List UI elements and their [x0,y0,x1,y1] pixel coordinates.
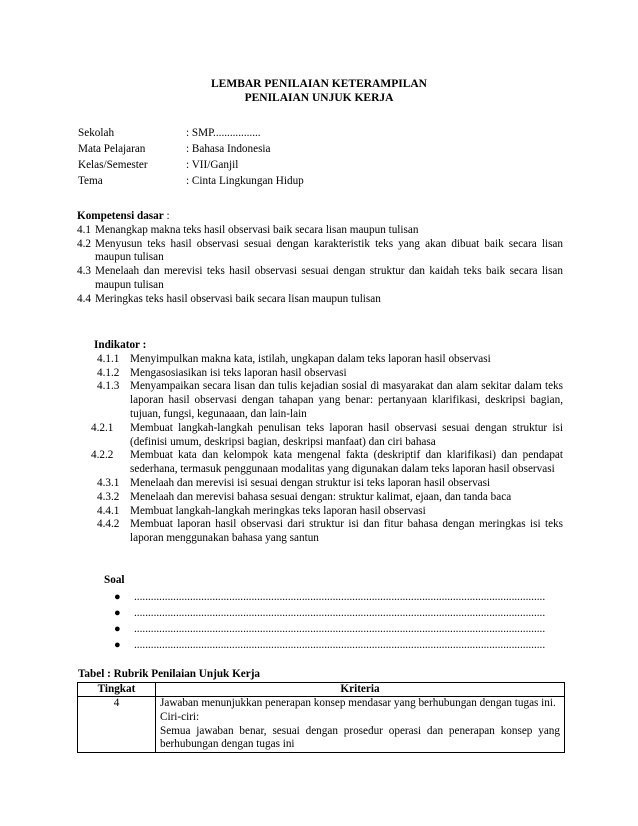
info-value: : VII/Ganjil [186,159,239,171]
indikator-item [91,422,563,450]
soal-dotted-line: ................................................................................................................................................... [134,591,546,603]
bullet-icon: ● [114,591,121,603]
indikator-item [97,353,563,367]
bullet-icon: ● [114,639,121,651]
table-cell-tingkat: 4 [78,697,156,753]
indikator-number: 4.4.2 [97,518,120,531]
kompetensi-number: 4.1 [77,223,91,236]
kompetensi-item [77,238,563,266]
info-row-sekolah [78,127,378,143]
kriteria-line: Ciri-ciri: [160,710,200,723]
kriteria-line: Jawaban menunjukkan penerapan konsep mendasar yang berhubungan dengan tugas ini. [160,697,556,709]
indikator-text: Membuat kata dan kelompok kata mengenal fakta (deskriptif dan klarifikasi) dan pendapat sederhana, termasuk penggunaan modalitas yang digunakan dalam teks laporan hasil observasi [130,449,563,476]
indikator-number: 4.2.1 [91,421,114,434]
soal-answer-line [104,639,564,655]
info-value: : Cinta Lingkungan Hidup [186,175,304,187]
indikator-section [91,339,563,546]
kriteria-line: Semua jawaban benar, sesuai dengan prosedur operasi dan penerapan konsep yang berhubungan dengan tugas ini [160,724,560,751]
indikator-number: 4.3.2 [97,490,120,503]
info-value: : Bahasa Indonesia [186,143,271,155]
rubric-table [77,682,565,753]
indikator-number: 4.1.1 [97,352,120,365]
table-header-kriteria: Kriteria [156,683,565,697]
kompetensi-number: 4.4 [77,292,91,305]
info-label: Tema [78,175,103,187]
kompetensi-dasar-section [77,210,563,307]
kompetensi-number: 4.2 [77,237,91,250]
indikator-text: Membuat langkah-langkah penulisan teks laporan hasil observasi sesuai dengan struktur isi (definisi umum, deskripsi bagian, deskripsi manfaat) dan ciri bahasa [130,421,563,448]
indikator-item [97,367,563,381]
indikator-item [97,518,563,546]
table-caption: Tabel : Rubrik Penilaian Unjuk Kerja [78,668,261,680]
indikator-number: 4.1.3 [97,380,120,393]
identity-block [78,127,378,191]
table-header-row [78,683,565,697]
indikator-item [97,491,563,505]
indikator-text: Menelaah dan merevisi isi sesuai dengan struktur isi teks laporan hasil observasi [130,476,491,489]
info-row-kelas-semester [78,159,378,175]
info-row-mata-pelajaran [78,143,378,159]
info-label: Mata Pelajaran [78,143,146,155]
kompetensi-text: Menelaah dan merevisi teks hasil observasi sesuai dengan struktur dan kaidah teks baik secara lisan maupun tulisan [95,265,563,291]
indikator-text: Membuat langkah-langkah meringkas teks laporan hasil observasi [130,504,426,517]
soal-dotted-line: ................................................................................................................................................... [134,639,546,651]
indikator-item [97,380,563,421]
soal-title: Soal [104,574,125,586]
soal-section [104,574,564,655]
info-label: Sekolah [78,127,115,139]
indikator-text: Menyampaikan secara lisan dan tulis kejadian sosial di masyarakat dan alam sekitar dalam teks laporan hasil observasi dengan tahapan yang benar: pertanyaan klarifikasi, deskripsi bagian, tujuan, fungsi, kegunaaan, dan lain-lain [130,380,563,420]
kompetensi-number: 4.3 [77,265,91,278]
kompetensi-item [77,265,563,293]
info-value: : SMP................. [186,127,261,139]
kompetensi-item [77,224,563,238]
indikator-number: 4.3.1 [97,476,120,489]
indikator-title: Indikator : [94,339,147,351]
soal-answer-line [104,623,564,639]
indikator-number: 4.2.2 [91,449,114,462]
info-row-tema [78,175,378,191]
table-row [78,697,565,753]
kompetensi-text: Meringkas teks hasil observasi baik secara lisan maupun tulisan [95,292,381,305]
bullet-icon: ● [114,607,121,619]
indikator-text: Menelaah dan merevisi bahasa sesuai dengan: struktur kalimat, ejaan, dan tanda baca [130,490,512,503]
kompetensi-text: Menyusun teks hasil observasi sesuai dengan karakteristik teks yang akan dibuat baik secara lisan maupun tulisan [95,237,563,264]
indikator-item [91,449,563,477]
indikator-text: Membuat laporan hasil observasi dari struktur isi dan fitur bahasa dengan meringkas isi teks laporan menggunakan bahasa yang santun [130,518,563,545]
table-header-tingkat: Tingkat [78,683,156,697]
table-cell-kriteria [156,697,565,753]
soal-dotted-line: ................................................................................................................................................... [134,623,546,635]
soal-answer-line [104,607,564,623]
indikator-number: 4.4.1 [97,504,120,517]
info-label: Kelas/Semester [78,159,148,171]
kompetensi-colon: : [163,210,170,222]
indikator-text: Mengasosiasikan isi teks laporan hasil observasi [130,366,347,379]
soal-answer-line [104,591,564,607]
document-title-line2: PENILAIAN UNJUK KERJA [244,92,394,104]
soal-dotted-line: ................................................................................................................................................... [134,607,546,619]
kompetensi-item [77,293,563,307]
indikator-item [97,505,563,519]
document-title-line1: LEMBAR PENILAIAN KETERAMPILAN [211,78,427,90]
kompetensi-heading [77,210,563,224]
kompetensi-title: Kompetensi dasar [77,210,164,222]
indikator-item [97,477,563,491]
indikator-number: 4.1.2 [97,366,120,379]
indikator-text: Menyimpulkan makna kata, istilah, ungkapan dalam teks laporan hasil observasi [130,352,491,365]
bullet-icon: ● [114,623,121,635]
kompetensi-text: Menangkap makna teks hasil observasi baik secara lisan maupun tulisan [95,223,419,236]
